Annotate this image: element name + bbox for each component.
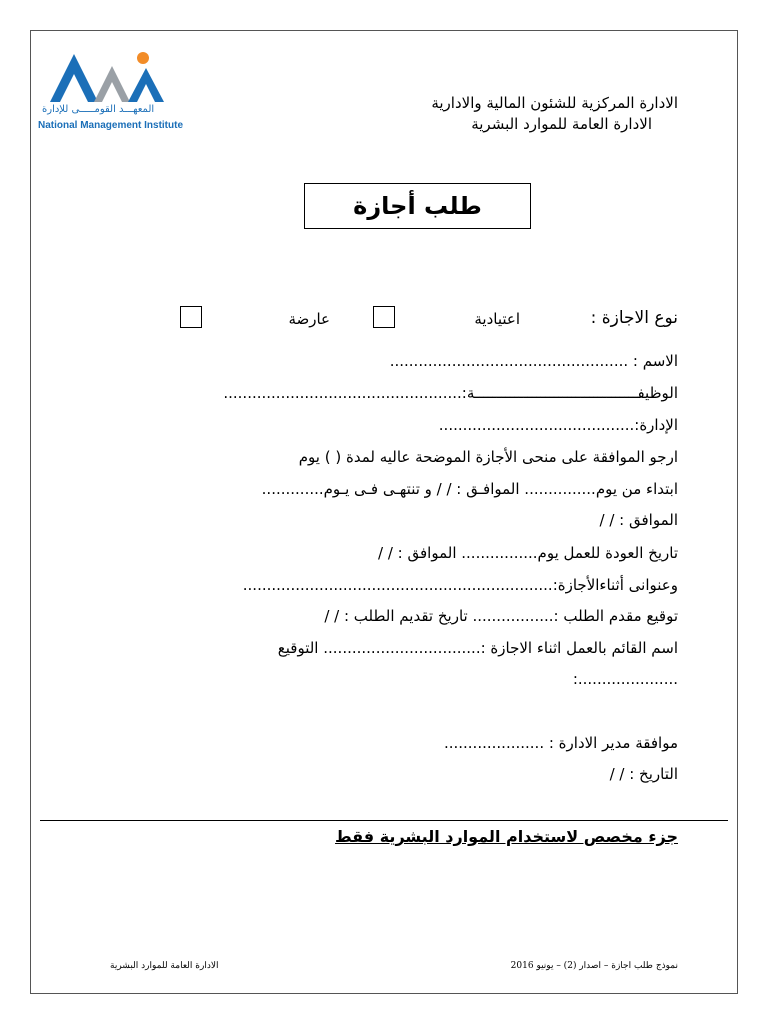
name-field[interactable]: الاسم : .................................................. xyxy=(389,352,678,370)
return-date-line[interactable]: تاريخ العودة للعمل يوم................ الموافق : / / xyxy=(378,544,678,562)
header-line-1: الادارة المركزية للشئون المالية والادارية xyxy=(431,94,678,112)
address-field[interactable]: وعنوانى أثناءالأجازة:................................................................. xyxy=(242,576,678,594)
logo-english-name: National Management Institute xyxy=(38,120,184,131)
leave-type-casual-label: عارضة xyxy=(288,310,330,328)
form-title: طلب أجازة xyxy=(353,192,482,220)
nmi-logo xyxy=(38,46,183,138)
department-field[interactable]: الإدارة:......................................... xyxy=(438,416,678,434)
title-box xyxy=(304,183,531,229)
logo-arabic-name: المعهـــد القومـــــى للإدارة xyxy=(42,104,155,115)
substitute-signature-line[interactable]: :..................... xyxy=(572,670,678,688)
footer-form-version: نموذج طلب اجازة – اصدار (2) – يونيو 2016 xyxy=(510,961,678,971)
section-divider xyxy=(40,820,728,821)
applicant-signature-line[interactable]: توقيع مقدم الطلب :................. تاريخ تقديم الطلب : / / xyxy=(324,607,678,625)
footer-department: الادارة العامة للموارد البشرية xyxy=(110,961,219,971)
leave-type-regular-label: اعتيادية xyxy=(474,310,520,328)
approval-date-line[interactable]: التاريخ : / / xyxy=(609,765,678,783)
request-duration-line[interactable]: ارجو الموافقة على منحى الأجازة الموضحة عاليه لمدة ( ) يوم xyxy=(298,448,678,466)
leave-type-regular-checkbox[interactable] xyxy=(373,306,395,328)
job-field[interactable]: الوظيفـــــــــــــــــــــــــــــــــــــة:.................................................. xyxy=(223,384,678,402)
header-line-2: الادارة العامة للموارد البشرية xyxy=(471,115,652,133)
leave-type-casual-checkbox[interactable] xyxy=(180,306,202,328)
hr-only-section-heading: جزء مخصص لاستخدام الموارد البشرية فقط xyxy=(335,827,678,846)
manager-approval-line[interactable]: موافقة مدير الادارة : ..................... xyxy=(443,734,678,752)
nmi-logo-icon xyxy=(38,46,183,106)
start-date-line[interactable]: ابتداء من يوم............... الموافـق : / / و تنتهـى فـى يـوم............. xyxy=(261,480,678,498)
end-date-line[interactable]: الموافق : / / xyxy=(599,511,678,529)
substitute-name-line[interactable]: اسم القائم بالعمل اثناء الاجازة :................................. التوقيع xyxy=(277,639,678,657)
leave-type-label: نوع الاجازة : xyxy=(590,308,678,328)
